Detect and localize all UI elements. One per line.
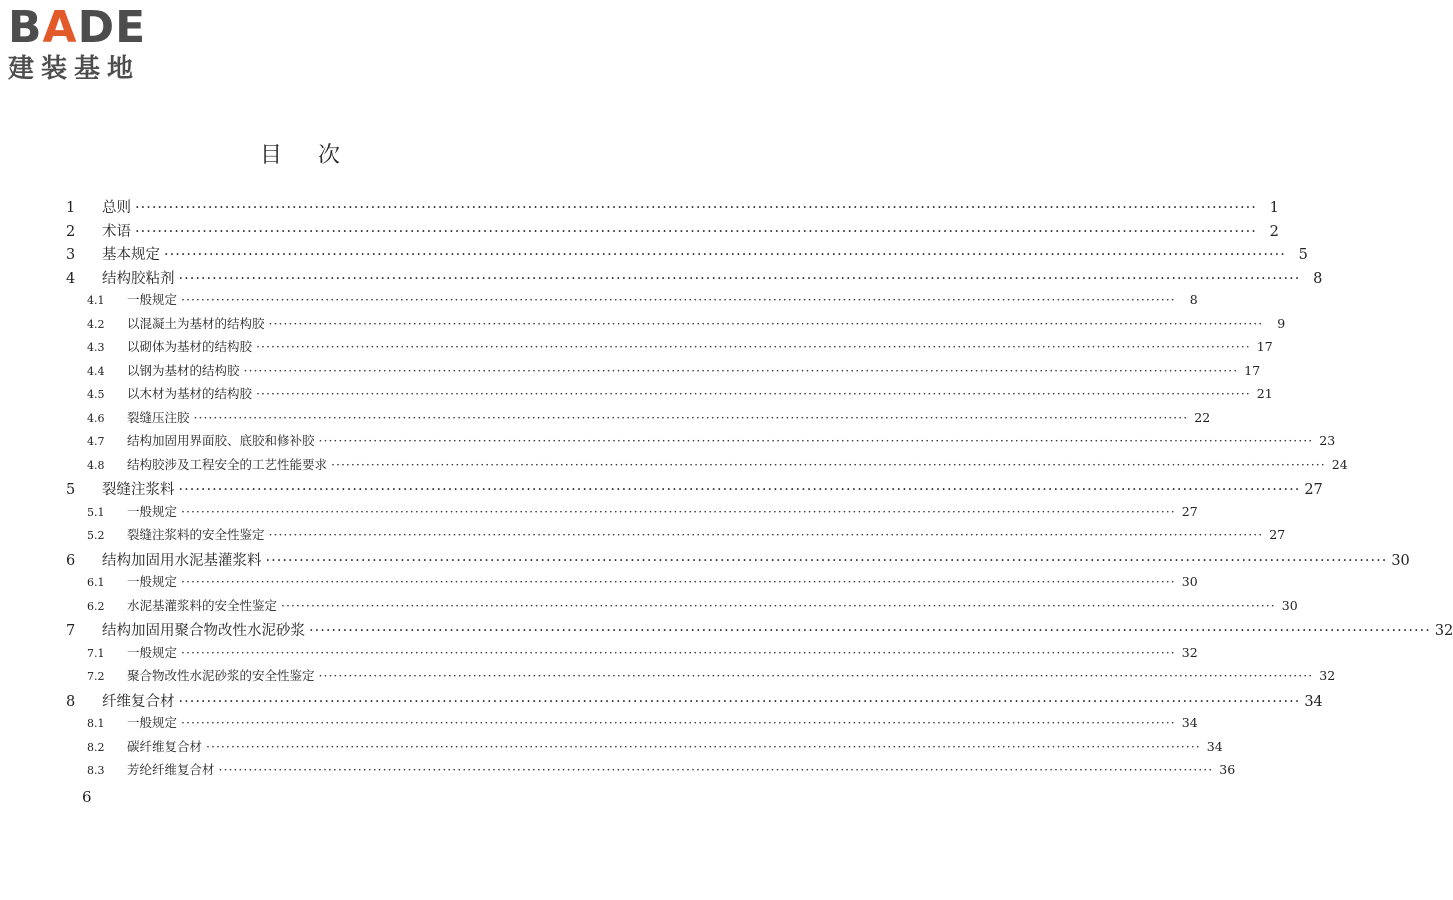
toc-section-entry[interactable] (66, 314, 1286, 338)
toc-entry-label: 以混凝土为基材的结构胶 (127, 315, 265, 331)
toc-leader-dots: ········································································································································································································ (181, 292, 1176, 307)
toc-leader-dots: ········································································································································································································ (181, 715, 1176, 730)
toc-entry-number: 4.8 (87, 458, 105, 472)
toc-section-entry[interactable] (66, 384, 1273, 408)
toc-entry-number: 6.1 (87, 576, 105, 589)
toc-leader-dots: ········································································································································································································ (178, 270, 1301, 287)
logo-subtitle: 建装基地 (8, 54, 141, 84)
toc-leader-dots: ········································································································································································································ (268, 527, 1264, 542)
toc-entry-number: 7 (66, 623, 76, 639)
toc-leader-dots: ········································································································································································································ (331, 456, 1326, 472)
toc-leader-dots: ········································································································································································································ (178, 482, 1301, 498)
toc-entry-page: 30 (1391, 552, 1410, 569)
toc-leader-dots: ········································································································································································································ (181, 644, 1176, 660)
toc-entry-number: 4.7 (87, 435, 105, 448)
toc-entry-label: 结构加固用水泥基灌浆料 (102, 552, 262, 569)
toc-entry-page: 23 (1319, 433, 1336, 448)
toc-section-entry[interactable] (66, 455, 1348, 479)
logo-main-text: BADE (8, 2, 147, 53)
toc-section-entry[interactable] (66, 666, 1336, 690)
toc-section-entry[interactable] (66, 713, 1198, 737)
toc-entry-number: 8 (66, 693, 76, 710)
toc-entry-number: 1 (66, 200, 76, 216)
toc-section-entry[interactable] (66, 643, 1198, 667)
toc-entry-label: 裂缝注浆料 (102, 482, 175, 498)
toc-entry-number: 3 (66, 247, 76, 263)
toc-chapter-entry[interactable] (66, 619, 1453, 643)
toc-leader-dots: ········································································································································································································ (218, 762, 1214, 777)
toc-entry-label: 结构加固用聚合物改性水泥砂浆 (102, 623, 305, 639)
toc-leader-dots: ········································································································································································································ (178, 693, 1301, 710)
toc-entry-label: 裂缝注浆料的安全性鉴定 (127, 527, 265, 542)
toc-entry-label: 一般规定 (127, 715, 178, 730)
toc-leader-dots: ········································································································································································································ (309, 623, 1431, 639)
toc-chapter-entry[interactable] (66, 478, 1323, 502)
toc-entry-number: 4.1 (87, 294, 105, 307)
toc-entry-label: 一般规定 (127, 503, 178, 519)
toc-section-entry[interactable] (66, 502, 1198, 526)
toc-entry-number: 5 (66, 482, 76, 498)
toc-leader-dots: ········································································································································································································ (256, 386, 1251, 401)
toc-entry-number: 4.2 (87, 317, 105, 331)
toc-entry-number: 4.6 (87, 411, 105, 425)
toc-entry-number: 6.2 (87, 599, 105, 613)
toc-entry-page: 5 (1298, 247, 1308, 263)
toc-entry-number: 8.1 (87, 717, 105, 730)
toc-entry-number: 4.5 (87, 388, 105, 401)
toc-entry-page: 34 (1206, 738, 1223, 754)
toc-entry-label: 裂缝压注胶 (127, 409, 190, 425)
toc-entry-page: 34 (1304, 693, 1323, 710)
toc-leader-dots: ········································································································································································································ (135, 200, 1257, 216)
toc-entry-page: 21 (1256, 386, 1273, 401)
toc-chapter-entry[interactable] (66, 690, 1323, 714)
toc-entry-page: 27 (1181, 503, 1198, 519)
toc-chapter-entry[interactable] (66, 243, 1308, 267)
toc-entry-label: 一般规定 (127, 574, 178, 589)
toc-chapter-entry[interactable] (66, 196, 1279, 220)
toc-section-entry[interactable] (66, 431, 1336, 455)
toc-entry-label: 碳纤维复合材 (127, 738, 203, 754)
toc-entry-label: 以砌体为基材的结构胶 (127, 339, 253, 354)
toc-entry-label: 结构加固用界面胶、底胶和修补胶 (127, 433, 315, 448)
toc-entry-label: 以木材为基材的结构胶 (127, 386, 253, 401)
toc-entry-label: 基本规定 (102, 247, 160, 263)
toc-entry-number: 4 (66, 270, 76, 287)
toc-section-entry[interactable] (66, 760, 1236, 784)
toc-entry-number: 7.1 (87, 646, 105, 660)
toc-leader-dots: ········································································································································································································ (181, 574, 1176, 589)
toc-entry-page: 32 (1181, 644, 1198, 660)
toc-leader-dots: ········································································································································································································ (243, 362, 1239, 378)
toc-section-entry[interactable] (66, 290, 1198, 314)
toc-entry-label: 聚合物改性水泥砂浆的安全性鉴定 (127, 668, 315, 683)
toc-entry-page: 17 (1256, 339, 1273, 354)
page-title: 目次 (259, 143, 376, 168)
toc-entry-page: 32 (1434, 623, 1453, 639)
toc-entry-number: 5.2 (87, 529, 105, 542)
toc-leader-dots: ········································································································································································································ (193, 409, 1189, 425)
toc-leader-dots: ········································································································································································································ (318, 433, 1314, 448)
toc-entry-label: 结构胶涉及工程安全的工艺性能要求 (127, 456, 328, 472)
toc-section-entry[interactable] (66, 525, 1286, 549)
toc-section-entry[interactable] (66, 737, 1223, 761)
toc-section-entry[interactable] (66, 361, 1261, 385)
toc-entry-label: 纤维复合材 (102, 693, 175, 710)
toc-section-entry[interactable] (66, 596, 1298, 620)
toc-section-entry[interactable] (66, 408, 1211, 432)
toc-section-entry[interactable] (66, 572, 1198, 596)
toc-chapter-entry[interactable] (66, 549, 1410, 573)
toc-entry-label: 术语 (102, 223, 131, 240)
toc-entry-number: 6 (66, 552, 76, 569)
toc-entry-page: 27 (1304, 482, 1323, 498)
toc-entry-page: 17 (1244, 362, 1261, 378)
toc-entry-page: 8 (1189, 292, 1198, 307)
toc-entry-label: 一般规定 (127, 292, 178, 307)
toc-entry-label: 以钢为基材的结构胶 (127, 362, 240, 378)
toc-leader-dots: ········································································································································································································ (265, 552, 1388, 569)
toc-leader-dots: ········································································································································································································ (135, 223, 1257, 240)
toc-leader-dots: ········································································································································································································ (318, 668, 1314, 683)
toc-entry-page: 36 (1219, 762, 1236, 777)
toc-entry-page: 22 (1194, 409, 1211, 425)
bade-logo (8, 2, 178, 84)
toc-entry-label: 芳纶纤维复合材 (127, 762, 215, 777)
toc-entry-page: 8 (1313, 270, 1323, 287)
toc-entry-label: 一般规定 (127, 644, 178, 660)
toc-entry-page: 9 (1277, 315, 1286, 331)
toc-leader-dots: ········································································································································································································ (268, 315, 1264, 331)
toc-leader-dots: ········································································································································································································ (206, 738, 1201, 754)
toc-leader-dots: ········································································································································································································ (256, 339, 1251, 354)
toc-entry-number: 5.1 (87, 505, 105, 519)
toc-entry-page: 24 (1331, 456, 1348, 472)
toc-entry-label: 水泥基灌浆料的安全性鉴定 (127, 597, 278, 613)
toc-entry-label: 结构胶粘剂 (102, 270, 175, 287)
toc-entry-number: 4.3 (87, 341, 105, 354)
toc-entry-number: 8.2 (87, 740, 105, 754)
toc-entry-number: 8.3 (87, 764, 105, 777)
toc-entry-page: 27 (1269, 527, 1286, 542)
page-number: 6 (82, 788, 92, 806)
toc-entry-page: 32 (1319, 668, 1336, 683)
toc-chapter-entry[interactable] (66, 220, 1279, 244)
toc-leader-dots: ········································································································································································································ (281, 597, 1276, 613)
toc-leader-dots: ········································································································································································································ (164, 247, 1286, 263)
toc-chapter-entry[interactable] (66, 267, 1323, 291)
toc-entry-label: 总则 (102, 200, 131, 216)
toc-entry-number: 2 (66, 223, 76, 240)
toc-leader-dots: ········································································································································································································ (181, 503, 1176, 519)
toc-entry-page: 30 (1181, 574, 1198, 589)
toc-entry-number: 4.4 (87, 364, 105, 378)
toc-entry-number: 7.2 (87, 670, 105, 683)
toc-entry-page: 30 (1281, 597, 1298, 613)
toc-entry-page: 34 (1181, 715, 1198, 730)
table-of-contents (66, 196, 1453, 784)
toc-entry-page: 2 (1269, 223, 1279, 240)
toc-section-entry[interactable] (66, 337, 1273, 361)
toc-entry-page: 1 (1269, 200, 1279, 216)
